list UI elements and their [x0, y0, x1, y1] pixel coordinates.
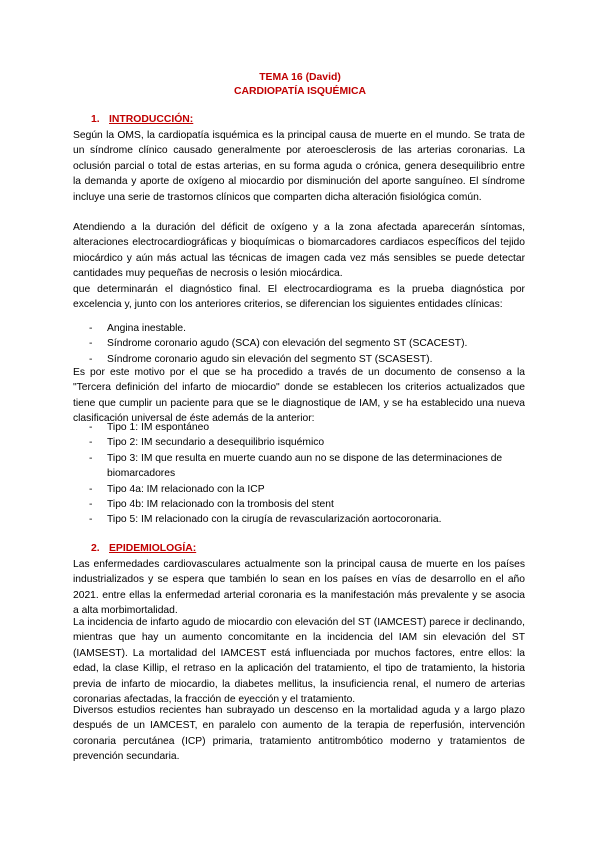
- list-item: - Síndrome coronario agudo sin elevación del segmento ST (SCASEST).: [89, 352, 529, 367]
- list-item: - Síndrome coronario agudo (SCA) con elevación del segmento ST (SCACEST).: [89, 336, 529, 351]
- document-subtitle: CARDIOPATÍA ISQUÉMICA: [234, 86, 366, 97]
- paragraph: Diversos estudios recientes han subrayado un descenso en la mortalidad aguda y a largo plazo después de un IAMCEST, en paralelo con aumento de la terapia de reperfusión, intervención coronaria percutánea (ICP) primaria, tratamiento antitrombótico moderno y tratamientos de prevención secundaria.: [73, 705, 525, 763]
- paragraph: que determinarán el diagnóstico final. El electrocardiograma es la prueba diagnóstica por excelencia y, junto con los anteriores criterios, se diferencian los siguientes entidades clínicas:: [73, 284, 525, 311]
- list-item: - Tipo 4a: IM relacionado con la ICP: [89, 482, 529, 497]
- section-heading-introduccion: [91, 113, 193, 127]
- list-item: - Tipo 4b: IM relacionado con la trombosis del stent: [89, 497, 529, 512]
- paragraph: La incidencia de infarto agudo de miocardio con elevación del ST (IAMCEST) parece ir declinando, mientras que hay un aumento concomitante en la incidencia del IAM sin elevación del ST (IAMSEST). La mortalidad del IAMCEST está influenciada por muchos factores, entre ellos: la edad, la clase Killip, el retraso en la aplicación del tratamiento, el tipo de tratamiento, la historia previa de infarto de miocardio, la diabetes mellitus, la insuficiencia renal, el numero de arterias coronarias afectadas, la fracción de eyección y el tratamiento.: [73, 617, 525, 706]
- section-number: 1.: [91, 114, 100, 125]
- paragraph: Atendiendo a la duración del déficit de oxígeno y a la zona afectada aparecerán síntomas, alteraciones electrocardiográficas y bioquímicas o biomarcadores cardiacos específicos del tejido miocárdico y aún más actual las técnicas de imagen cada vez más sensibles se puede detectar cantidades muy pequeñas de necrosis o lesión miocárdica.: [73, 222, 525, 280]
- clinical-entities-list: [89, 321, 529, 367]
- section-heading-epidemiologia: [91, 542, 196, 556]
- section-number: 2.: [91, 543, 100, 554]
- list-item: - Tipo 5: IM relacionado con la cirugía de revascularización aortocoronaria.: [89, 512, 529, 527]
- infarct-types-list: [89, 420, 529, 528]
- paragraph: Es por este motivo por el que se ha procedido a través de un documento de consenso a la "Tercera definición del infarto de miocardio" donde se establecen los criterios actualizados que tiene que cumplir un paciente para que se le diagnostique de IAM, y se ha establecido una nueva clasificación universal de éste además de la anterior:: [73, 367, 525, 425]
- list-item: - Angina inestable.: [89, 321, 529, 336]
- list-item: - Tipo 1: IM espontáneo: [89, 420, 529, 435]
- document-title: TEMA 16 (David): [259, 72, 341, 83]
- section-title: EPIDEMIOLOGÍA:: [109, 543, 197, 554]
- paragraph: Las enfermedades cardiovasculares actualmente son la principal causa de muerte en los países industrializados y se espera que también lo sean en los países en vías de desarrollo en el año 2021. entre ellas la enfermedad arterial coronaria es la manifestación más prevalente y se asocia a alta morbimortalidad.: [73, 559, 525, 617]
- section-title: INTRODUCCIÓN:: [109, 114, 194, 125]
- list-item: - Tipo 3: IM que resulta en muerte cuando aun no se dispone de las determinaciones de biomarcadores: [89, 451, 529, 482]
- list-item: - Tipo 2: IM secundario a desequilibrio isquémico: [89, 435, 529, 450]
- paragraph: Según la OMS, la cardiopatía isquémica es la principal causa de muerte en el mundo. Se trata de un síndrome clínico causado generalmente por ateroesclerosis de las arterias coronarias. La oclusión parcial o total de estas arterias, en su forma aguda o crónica, genera desequilibrio entre la demanda y aporte de oxígeno al miocardio por disminución del aporte sanguíneo. El síndrome incluye una serie de trastornos clínicos que comparten dicha alteración fisiológica común.: [73, 130, 525, 203]
